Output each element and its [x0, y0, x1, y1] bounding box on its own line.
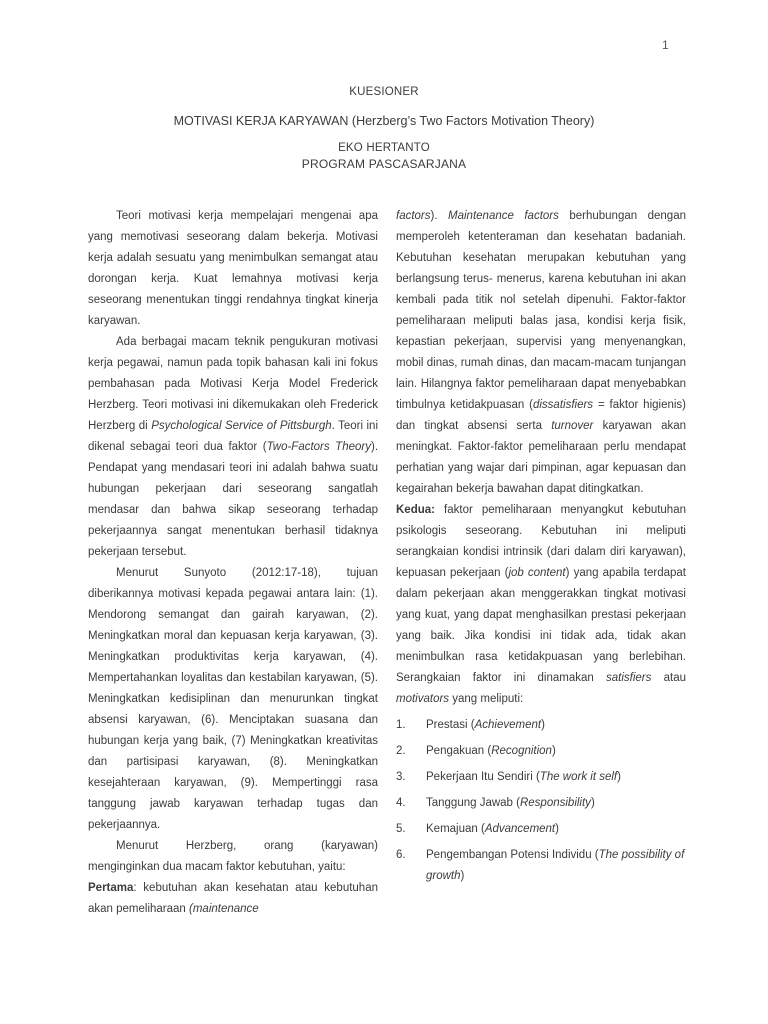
text-run: atau	[651, 672, 686, 684]
document-title-main: MOTIVASI KERJA KARYAWAN (Herzberg’s Two Factors Motivation Theory)	[173, 114, 595, 128]
text-run: Ada berbagai macam teknik pengukuran motivasi kerja pegawai, namun pada topik bahasan kali ini fokus pembahasan pada Motivasi Kerja Model Frederick Herzberg. Teori motivasi ini dikemukakan oleh Frederick Herzberg di	[88, 336, 378, 432]
text-run: job content	[508, 567, 566, 579]
text-run: )	[590, 797, 595, 809]
text-run: Two-Factors Theory	[266, 441, 371, 453]
text-run: )	[460, 870, 465, 882]
text-run: berhubungan dengan memperoleh ketenteraman dan kesehatan badaniah. Kebutuhan kesehatan merupakan kebutuhan yang berlangsung terus- menerus, karena kebutuhan ini akan kembali pada titik nol setelah dipenuhi. Faktor-faktor pemeliharaan meliputi balas jasa, kondisi kerja fisik, kepastian pekerjaan, supervisi yang menyenangkan, mobil dinas, rumah dinas, dan macam-macam tunjangan lain. Hilangnya faktor pemeliharaan dapat menyebabkan timbulnya ketidakpuasan (	[396, 210, 686, 411]
left-column	[88, 206, 378, 920]
text-run: dissatisfiers	[532, 399, 594, 411]
text-run: Kemajuan (	[426, 823, 485, 835]
paragraph	[88, 878, 378, 920]
text-run: Teori motivasi kerja mempelajari mengenai apa yang memotivasi seseorang dalam bekerja. Motivasi kerja adalah sesuatu yang menimbulkan semangat atau dorongan kerja. Kuat lemahnya motivasi kerja seseorang menentukan tinggi rendahnya tingkat kinerja karyawan.	[88, 210, 378, 327]
text-run: Menurut Sunyoto (2012:17-18), tujuan diberikannya motivasi kepada pegawai antara lain: (1). Mendorong semangat dan gairah karyawan, (2). Meningkatkan moral dan kepuasan kerja karyawan, (3). Meningkatkan produktivitas kerja karyawan, (4). Mempertahankan loyalitas dan kestabilan karyawan, (5). Meningkatkan kedisiplinan dan menurunkan tingkat absensi karyawan, (6). Menciptakan suasana dan hubungan kerja yang baik, (7) Meningkatkan kreativitas dan partisipasi karyawan, (8). Meningkatkan kesejahteraan karyawan, (9). Mempertinggi rasa tanggung jawab karyawan terhadap tugas dan pekerjaannya.	[88, 567, 378, 831]
paragraph	[88, 206, 378, 332]
paragraph	[396, 500, 686, 710]
text-run: Responsibility	[519, 797, 591, 809]
text-run: : kebutuhan akan kesehatan atau kebutuhan akan pemeliharaan	[88, 882, 378, 915]
paragraph	[88, 563, 378, 836]
text-run: Advancement	[484, 823, 556, 835]
text-run: Achievement	[474, 719, 542, 731]
list-item-text	[426, 819, 686, 840]
text-run: Pengembangan Potensi Individu (	[426, 849, 599, 861]
list-item	[396, 845, 686, 887]
list-item	[396, 715, 686, 736]
text-run: motivators	[396, 693, 450, 705]
text-run: Menurut Herzberg, orang (karyawan) menginginkan dua macam faktor kebutuhan, yaitu:	[88, 840, 378, 873]
text-run: The work it self	[539, 771, 618, 783]
list-item-number: 6.	[396, 849, 406, 861]
text-run: turnover	[551, 420, 594, 432]
motivator-list	[396, 715, 686, 887]
paragraph	[396, 206, 686, 500]
list-item-number: 5.	[396, 823, 406, 835]
text-run: faktor pemeliharaan menyangkut kebutuhan psikologis seseorang. Kebutuhan ini meliputi serangkaian kondisi intrinsik (dari dalam diri karyawan), kepuasan pekerjaan (	[396, 504, 686, 579]
text-run: karyawan akan meningkat. Faktor-faktor pemeliharaan perlu mendapat perhatian yang wajar dari pimpinan, agar kepuasan dan kegairahan bekerja bawahan dapat ditingkatkan.	[396, 420, 687, 495]
document-program: PROGRAM PASCASARJANA	[301, 157, 467, 171]
document-title-kuesioner: KUESIONER	[349, 86, 419, 98]
list-item	[396, 793, 686, 814]
text-run: Pengakuan (	[426, 745, 492, 757]
text-run: )	[551, 745, 556, 757]
text-run: Maintenance factors	[448, 210, 559, 222]
list-item	[396, 741, 686, 762]
text-run: . Teori ini dikenal sebagai teori dua faktor (	[88, 420, 378, 453]
list-item-text	[426, 767, 686, 788]
list-item-number: 3.	[396, 771, 406, 783]
list-item-number: 1.	[396, 719, 406, 731]
text-run: Prestasi (	[426, 719, 475, 731]
text-run: = faktor higienis) dan tingkat absensi serta	[396, 399, 687, 432]
text-run: Kedua:	[396, 504, 435, 516]
text-run: Recognition	[491, 745, 552, 757]
text-run: )	[555, 823, 559, 835]
list-item	[396, 767, 686, 788]
text-run: )	[541, 719, 545, 731]
document-header	[0, 0, 768, 172]
text-run: Pertama	[88, 882, 134, 894]
text-run: (maintenance	[189, 903, 259, 915]
list-item-text	[426, 793, 686, 814]
text-run: factors	[396, 210, 431, 222]
document-author: EKO HERTANTO	[338, 142, 430, 154]
text-run: satisfiers	[606, 672, 652, 684]
text-run: yang meliputi:	[449, 693, 524, 705]
list-item-text	[426, 715, 686, 736]
paragraph	[88, 332, 378, 563]
list-item-text	[426, 845, 686, 887]
page-number: 1	[662, 38, 669, 52]
text-run: Psychological Service of Pittsburgh	[151, 420, 332, 432]
text-run: Pekerjaan Itu Sendiri (	[426, 771, 540, 783]
list-item-number: 4.	[396, 797, 406, 809]
text-run: Tanggung Jawab (	[426, 797, 520, 809]
text-run: ). Pendapat yang mendasari teori ini adalah bahwa suatu hubungan pekerjaan dari seseorang sangatlah mendasar dan bahwa sikap seseorang terhadap pekerjaannya sangat menentukan berhasil tidaknya pekerjaan tersebut.	[88, 441, 379, 558]
text-run: ) yang apabila terdapat dalam pekerjaan akan menggerakkan tingkat motivasi yang kuat, yang dapat menghasilkan prestasi pekerjaan yang baik. Jika kondisi ini tidak ada, tidak akan menimbulkan rasa ketidakpuasan yang berlebihan. Serangkaian faktor ini dinamakan	[396, 567, 687, 684]
list-item-text	[426, 741, 686, 762]
text-run: ).	[430, 210, 449, 222]
text-run: The possibility of growth	[426, 849, 685, 882]
two-column-body	[88, 206, 686, 920]
text-run: )	[617, 771, 621, 783]
list-item	[396, 819, 686, 840]
right-column	[396, 206, 686, 920]
paragraph	[88, 836, 378, 878]
list-item-number: 2.	[396, 745, 406, 757]
